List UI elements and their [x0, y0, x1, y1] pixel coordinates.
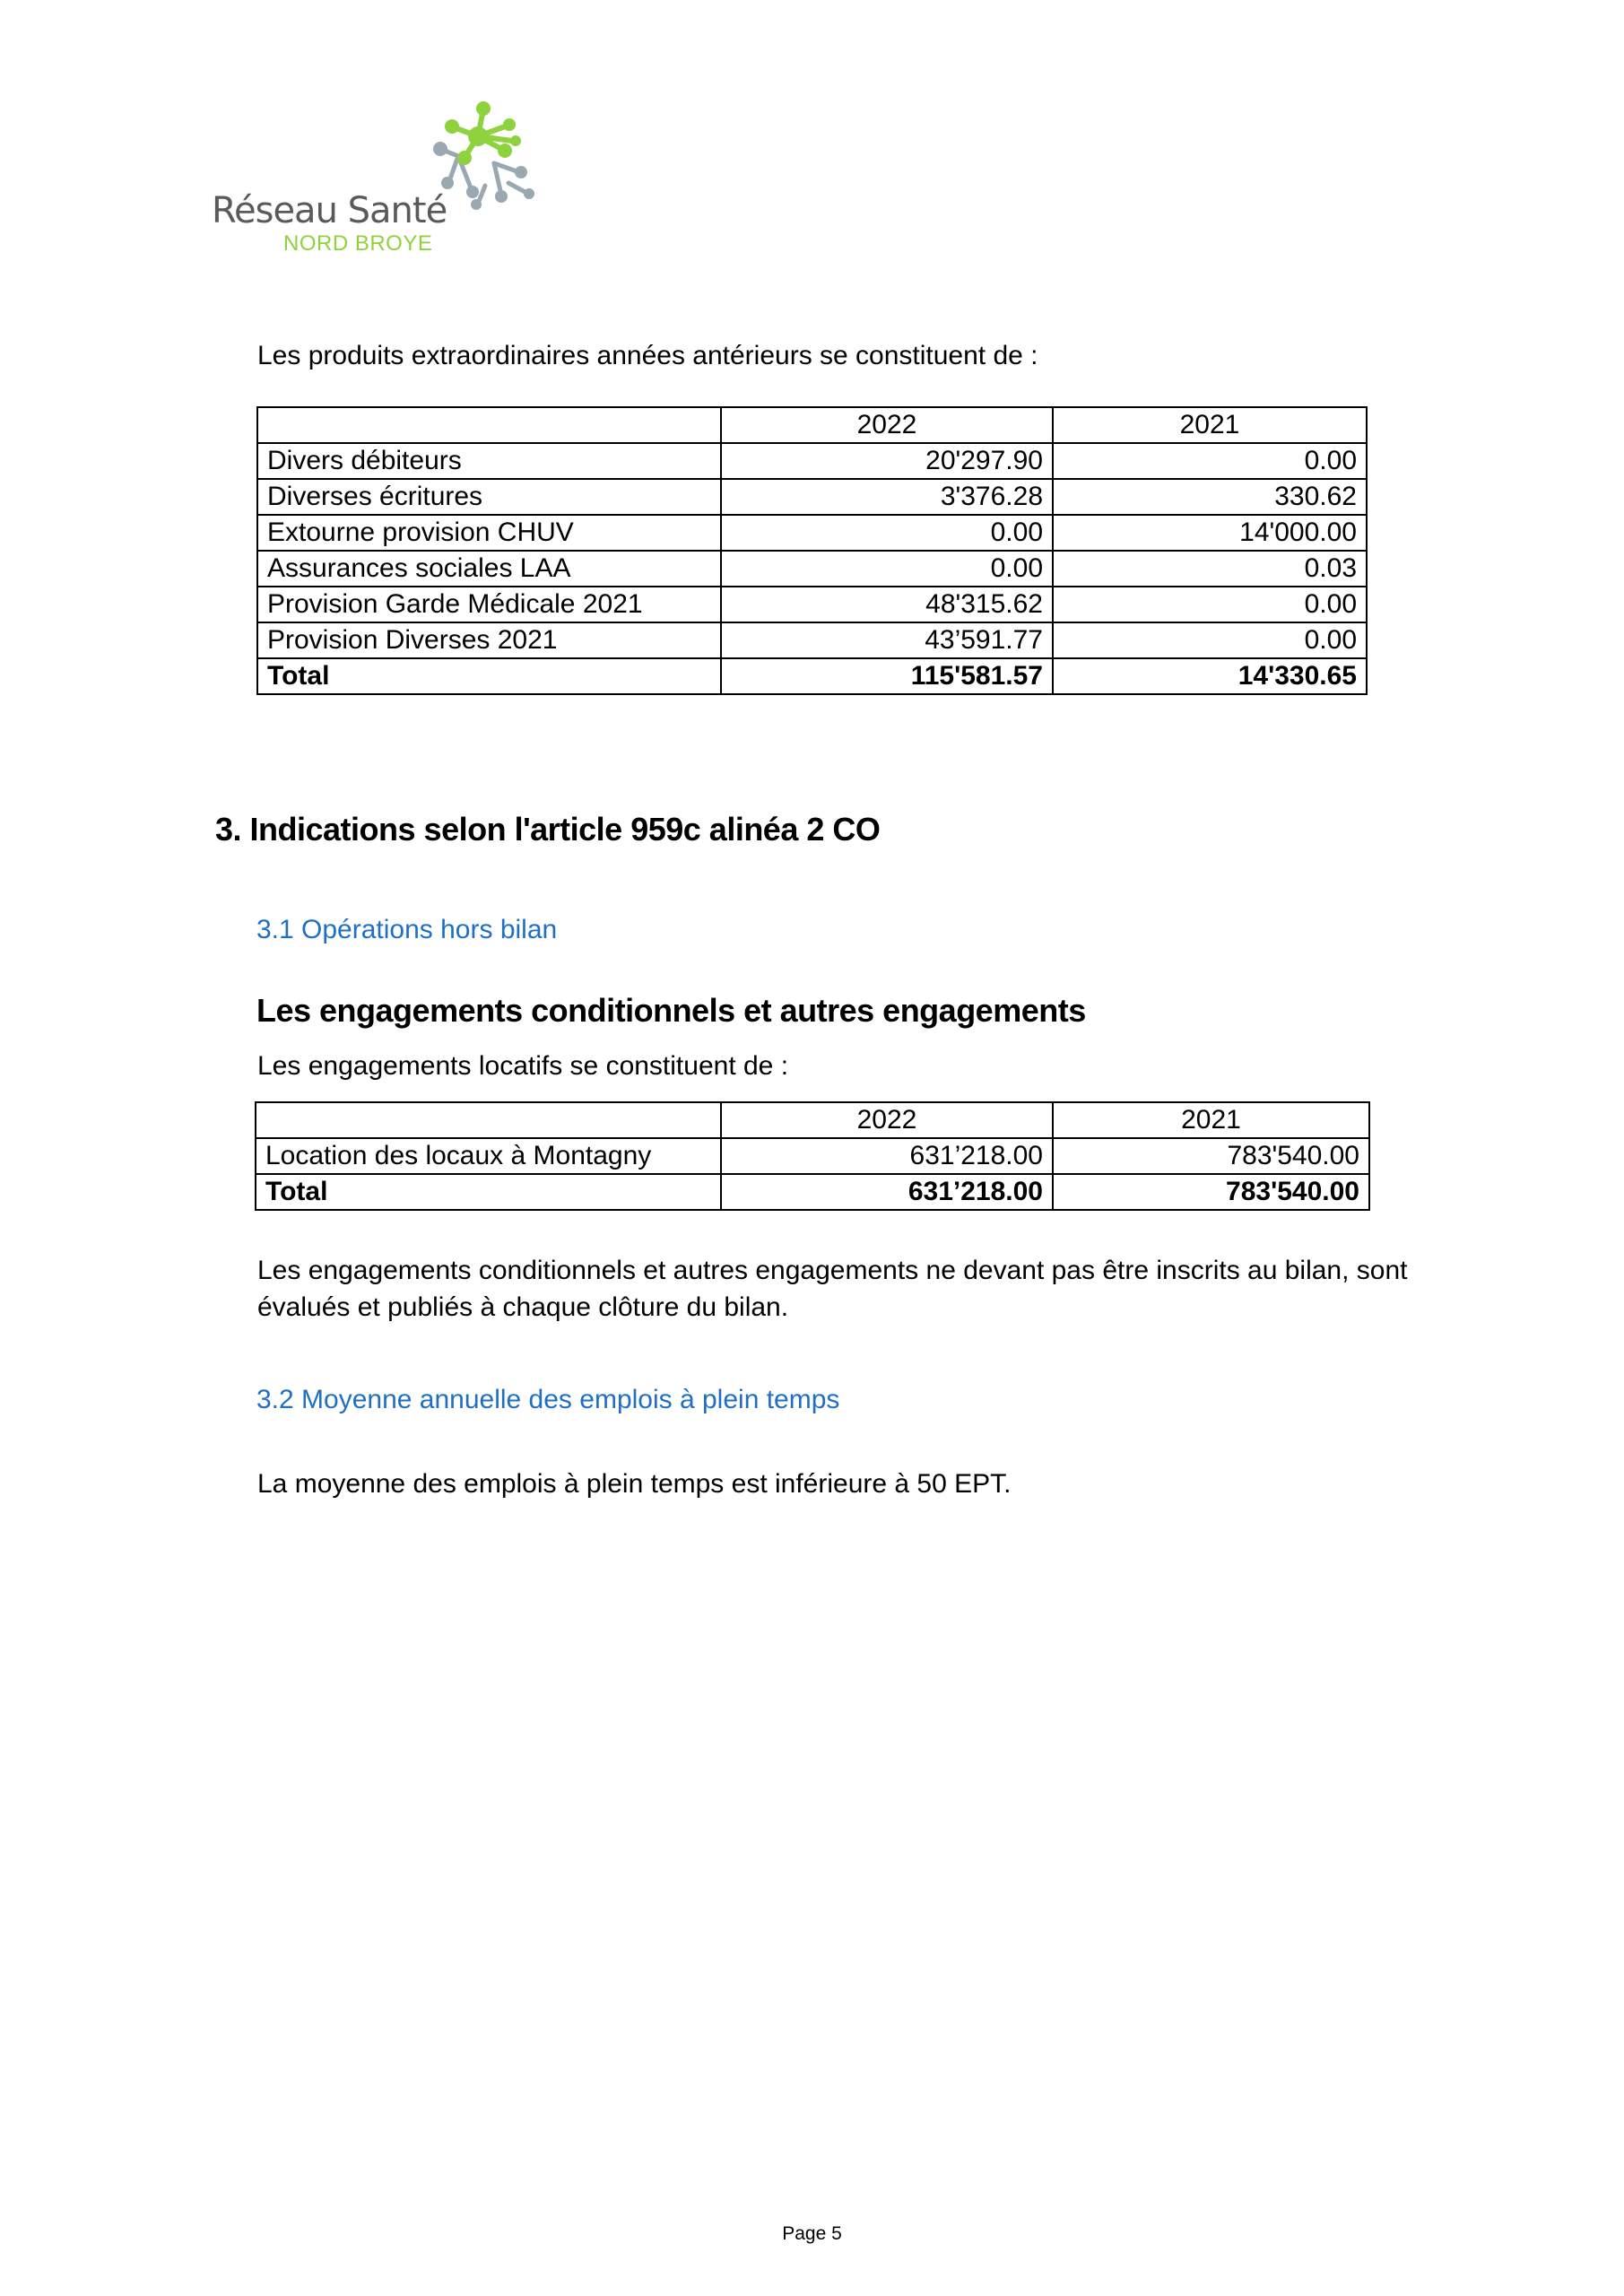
value-2022: 0.00	[721, 515, 1053, 551]
table-row	[257, 622, 1367, 658]
column-header-label	[257, 407, 721, 443]
column-header-label	[256, 1102, 721, 1138]
table-header-row	[257, 407, 1367, 443]
value-2022: 43’591.77	[721, 622, 1053, 658]
total-label: Total	[257, 658, 721, 694]
fte-text: La moyenne des emplois à plein temps est inférieure à 50 EPT.	[257, 1469, 1012, 1499]
page-number: Page 5	[782, 2223, 842, 2244]
table-lease	[255, 1101, 1370, 1211]
value-2022: 20'297.90	[721, 443, 1053, 479]
row-label: Provision Diverses 2021	[257, 622, 721, 658]
column-header-2021: 2021	[1053, 407, 1367, 443]
table-total-row	[257, 658, 1367, 694]
value-2022: 0.00	[721, 551, 1053, 587]
total-2021: 14'330.65	[1053, 658, 1367, 694]
subsection-heading-fte: 3.2 Moyenne annuelle des emplois à plein temps	[256, 1385, 840, 1414]
logo	[212, 100, 534, 262]
intro-extraordinary: Les produits extraordinaires années antérieurs se constituent de :	[257, 341, 1038, 370]
block-heading: Les engagements conditionnels et autres engagements	[256, 992, 1086, 1029]
column-header-2021: 2021	[1053, 1102, 1369, 1138]
table-row	[257, 515, 1367, 551]
value-2022: 3'376.28	[721, 479, 1053, 515]
logo-name: Réseau Santé	[212, 190, 447, 231]
table-row	[257, 479, 1367, 515]
column-header-2022: 2022	[721, 407, 1053, 443]
value-2022: 48'315.62	[721, 587, 1053, 622]
table-total-row	[256, 1174, 1369, 1210]
total-label: Total	[256, 1174, 721, 1210]
table-row	[257, 443, 1367, 479]
subsection-heading-off-balance: 3.1 Opérations hors bilan	[256, 915, 558, 944]
total-2022: 631’218.00	[721, 1174, 1053, 1210]
column-header-2022: 2022	[721, 1102, 1053, 1138]
value-2021: 0.00	[1053, 443, 1367, 479]
value-2021: 330.62	[1053, 479, 1367, 515]
row-label: Assurances sociales LAA	[257, 551, 721, 587]
intro-lease: Les engagements locatifs se constituent de :	[257, 1051, 789, 1081]
logo-subtitle: NORD BROYE	[283, 231, 433, 256]
value-2021: 14'000.00	[1053, 515, 1367, 551]
value-2021: 783'540.00	[1053, 1138, 1369, 1174]
row-label: Extourne provision CHUV	[257, 515, 721, 551]
value-2021: 0.03	[1053, 551, 1367, 587]
value-2021: 0.00	[1053, 587, 1367, 622]
table-extraordinary	[256, 406, 1368, 695]
row-label: Divers débiteurs	[257, 443, 721, 479]
table-row	[256, 1138, 1369, 1174]
commitments-note: Les engagements conditionnels et autres engagements ne devant pas être inscrits au bilan, sont évalués et publiés à chaque clôture du bilan.	[257, 1256, 1408, 1322]
total-2021: 783'540.00	[1053, 1174, 1369, 1210]
row-label: Location des locaux à Montagny	[256, 1138, 721, 1174]
row-label: Provision Garde Médicale 2021	[257, 587, 721, 622]
value-2022: 631’218.00	[721, 1138, 1053, 1174]
section-heading: 3. Indications selon l'article 959c alinéa 2 CO	[215, 811, 881, 848]
table-row	[257, 551, 1367, 587]
table-header-row	[256, 1102, 1369, 1138]
total-2022: 115'581.57	[721, 658, 1053, 694]
row-label: Diverses écritures	[257, 479, 721, 515]
value-2021: 0.00	[1053, 622, 1367, 658]
table-row	[257, 587, 1367, 622]
